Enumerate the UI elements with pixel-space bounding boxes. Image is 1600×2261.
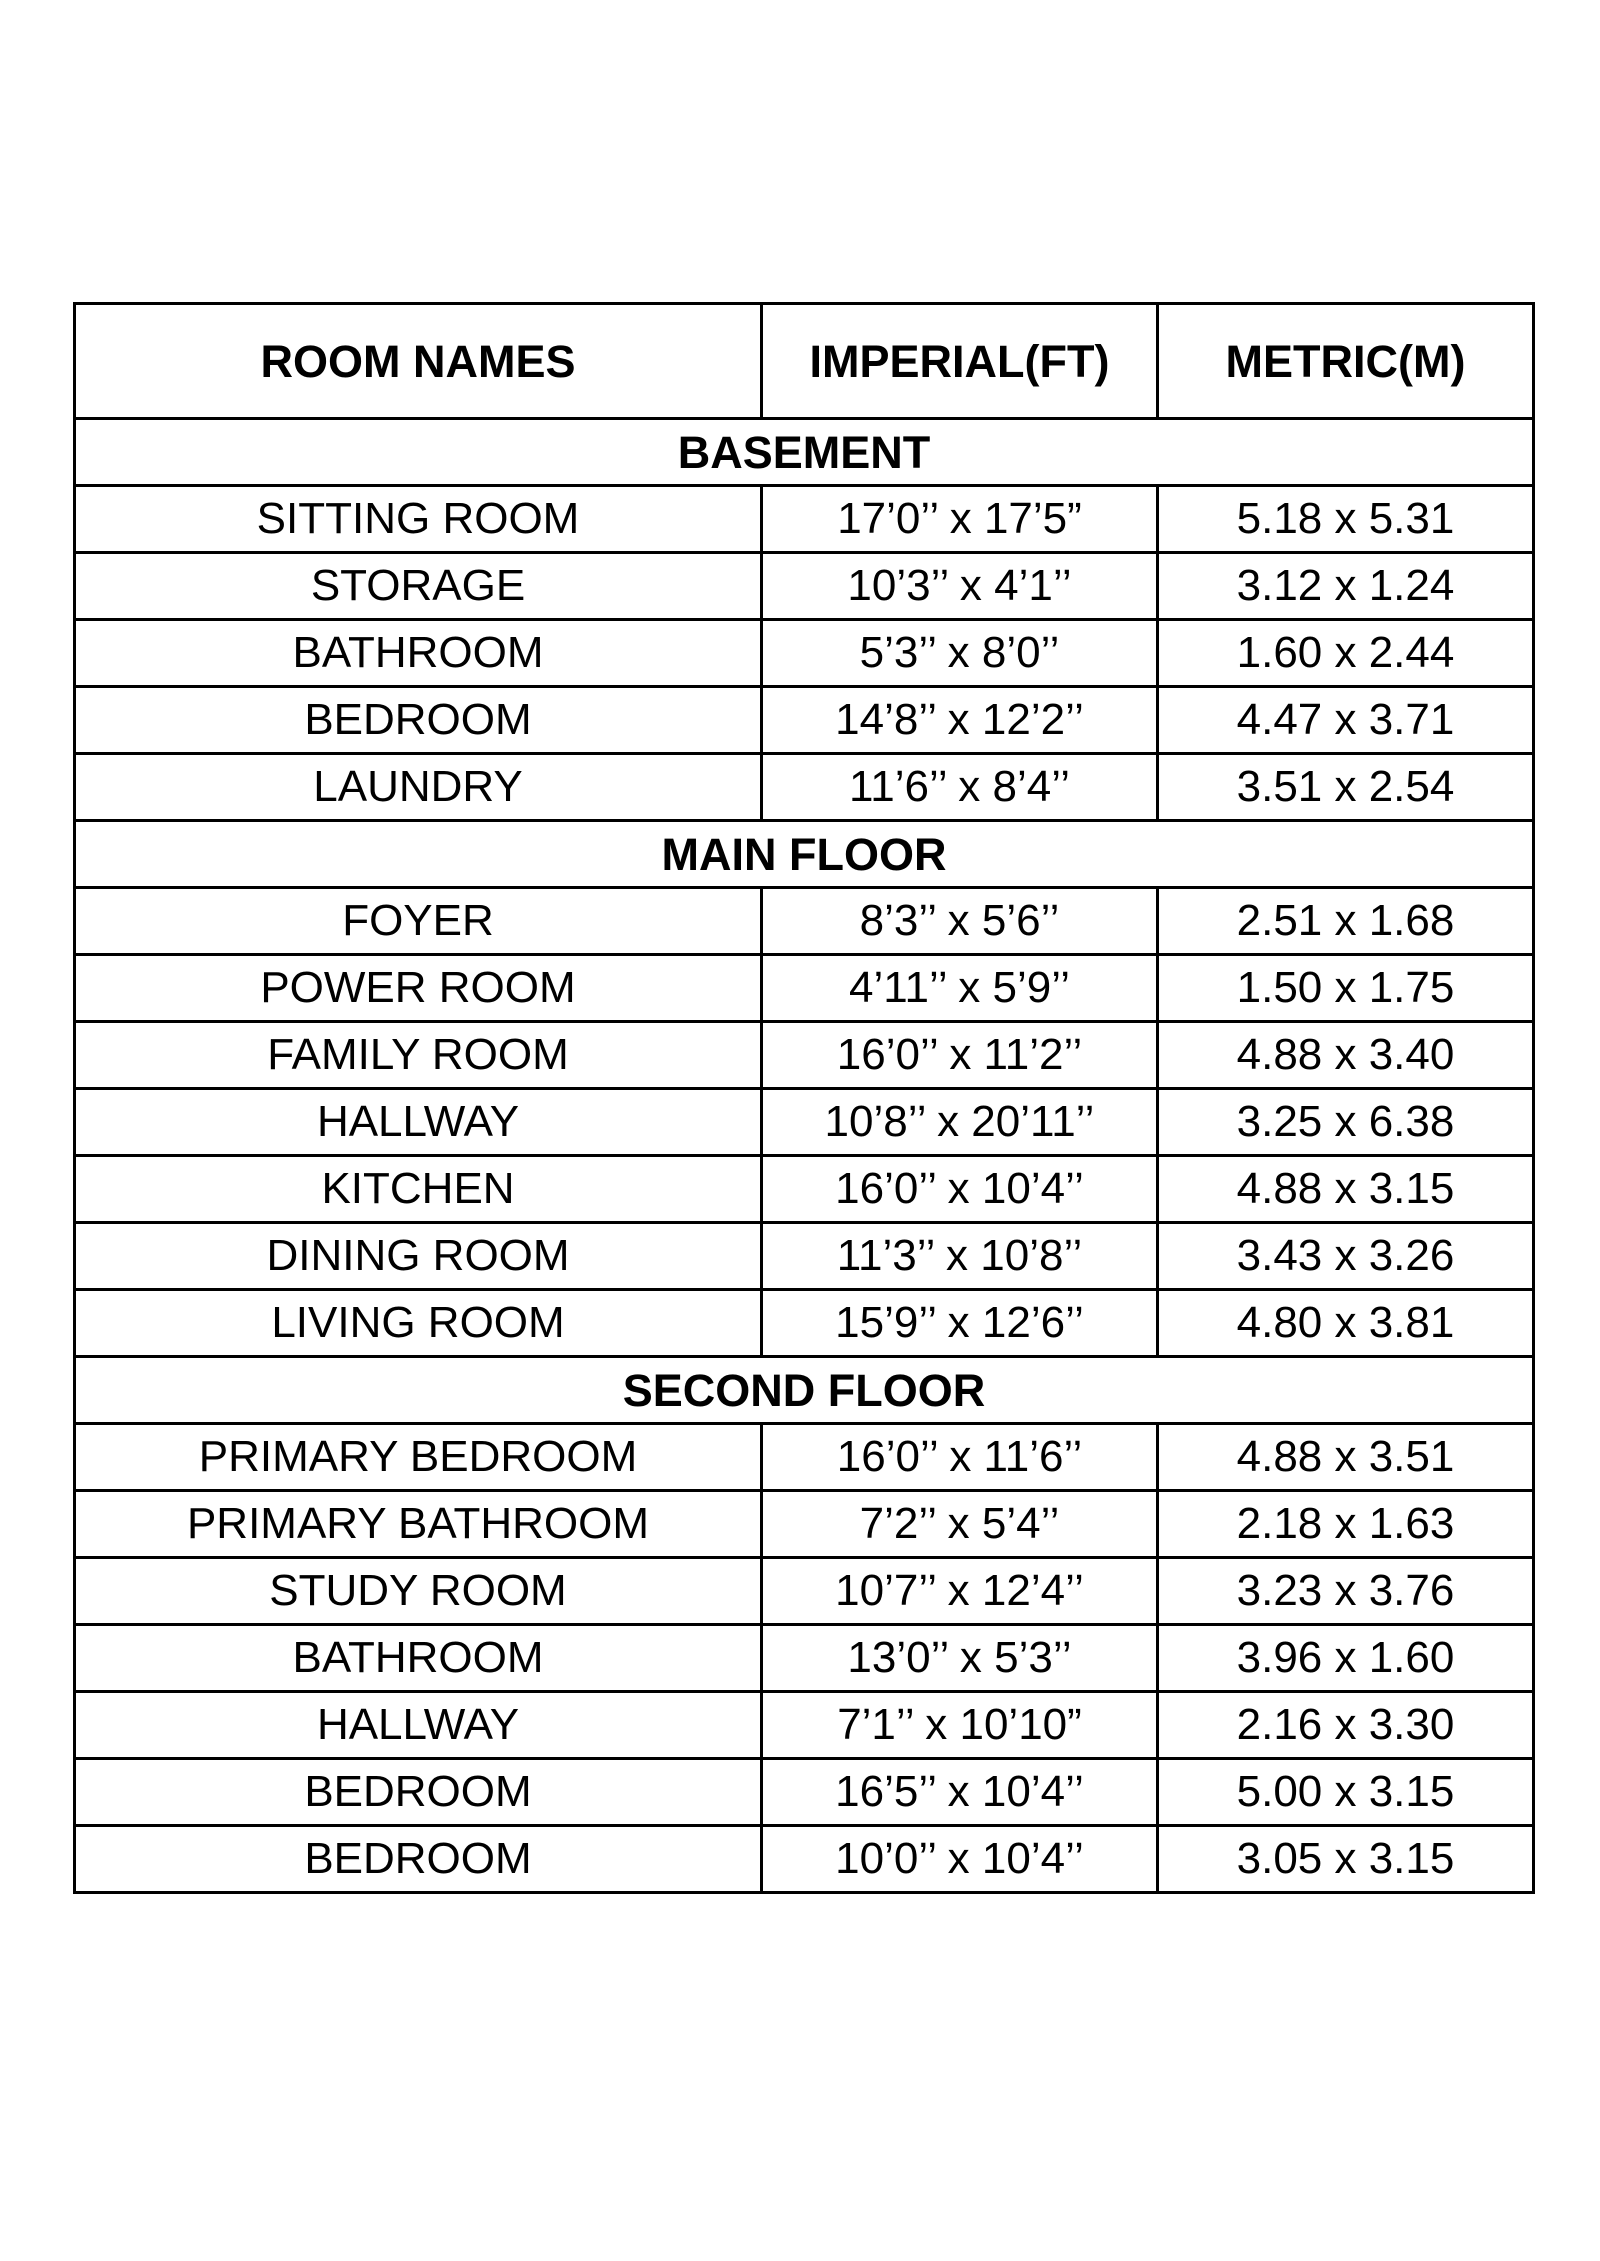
imperial-dimension-cell: 17’0’’ x 17’5”	[762, 486, 1158, 553]
table-row	[75, 553, 1534, 620]
section-title: SECOND FLOOR	[75, 1357, 1534, 1424]
metric-dimension-cell: 4.88 x 3.40	[1158, 1022, 1534, 1089]
imperial-dimension-cell: 11’6’’ x 8’4’’	[762, 754, 1158, 821]
imperial-dimension-cell: 10’8’’ x 20’11’’	[762, 1089, 1158, 1156]
table-body	[75, 419, 1534, 1893]
table-row	[75, 1089, 1534, 1156]
metric-dimension-cell: 3.05 x 3.15	[1158, 1826, 1534, 1893]
metric-dimension-cell: 3.43 x 3.26	[1158, 1223, 1534, 1290]
table-row	[75, 1692, 1534, 1759]
metric-dimension-cell: 4.80 x 3.81	[1158, 1290, 1534, 1357]
table-row	[75, 687, 1534, 754]
table-row	[75, 1625, 1534, 1692]
table-row	[75, 1223, 1534, 1290]
imperial-dimension-cell: 5’3’’ x 8’0’’	[762, 620, 1158, 687]
imperial-dimension-cell: 7’1’’ x 10’10”	[762, 1692, 1158, 1759]
room-name-cell: DINING ROOM	[75, 1223, 762, 1290]
section-header-basement	[75, 419, 1534, 486]
header-imperial: IMPERIAL(FT)	[762, 304, 1158, 419]
header-room-names: ROOM NAMES	[75, 304, 762, 419]
table-row	[75, 486, 1534, 553]
section-header-main-floor	[75, 821, 1534, 888]
room-name-cell: BATHROOM	[75, 620, 762, 687]
table-row	[75, 1826, 1534, 1893]
table-row	[75, 620, 1534, 687]
metric-dimension-cell: 2.16 x 3.30	[1158, 1692, 1534, 1759]
metric-dimension-cell: 3.23 x 3.76	[1158, 1558, 1534, 1625]
room-name-cell: HALLWAY	[75, 1692, 762, 1759]
imperial-dimension-cell: 16’5’’ x 10’4’’	[762, 1759, 1158, 1826]
imperial-dimension-cell: 10’0’’ x 10’4’’	[762, 1826, 1158, 1893]
room-name-cell: BEDROOM	[75, 1826, 762, 1893]
metric-dimension-cell: 3.25 x 6.38	[1158, 1089, 1534, 1156]
table-row	[75, 955, 1534, 1022]
room-name-cell: BEDROOM	[75, 1759, 762, 1826]
table-row	[75, 1022, 1534, 1089]
room-name-cell: SITTING ROOM	[75, 486, 762, 553]
table-row	[75, 1759, 1534, 1826]
metric-dimension-cell: 5.00 x 3.15	[1158, 1759, 1534, 1826]
metric-dimension-cell: 2.18 x 1.63	[1158, 1491, 1534, 1558]
imperial-dimension-cell: 14’8’’ x 12’2’’	[762, 687, 1158, 754]
room-name-cell: LIVING ROOM	[75, 1290, 762, 1357]
room-name-cell: HALLWAY	[75, 1089, 762, 1156]
imperial-dimension-cell: 16’0’’ x 11’2’’	[762, 1022, 1158, 1089]
table-row	[75, 1424, 1534, 1491]
metric-dimension-cell: 2.51 x 1.68	[1158, 888, 1534, 955]
room-dimensions-table	[73, 302, 1535, 1894]
room-name-cell: POWER ROOM	[75, 955, 762, 1022]
imperial-dimension-cell: 10’7’’ x 12’4’’	[762, 1558, 1158, 1625]
imperial-dimension-cell: 10’3’’ x 4’1’’	[762, 553, 1158, 620]
table-row	[75, 1491, 1534, 1558]
room-name-cell: STUDY ROOM	[75, 1558, 762, 1625]
table-row	[75, 1290, 1534, 1357]
imperial-dimension-cell: 8’3’’ x 5’6’’	[762, 888, 1158, 955]
imperial-dimension-cell: 4’11’’ x 5’9’’	[762, 955, 1158, 1022]
imperial-dimension-cell: 13’0’’ x 5’3’’	[762, 1625, 1158, 1692]
metric-dimension-cell: 3.96 x 1.60	[1158, 1625, 1534, 1692]
metric-dimension-cell: 1.60 x 2.44	[1158, 620, 1534, 687]
room-name-cell: FAMILY ROOM	[75, 1022, 762, 1089]
metric-dimension-cell: 3.12 x 1.24	[1158, 553, 1534, 620]
metric-dimension-cell: 3.51 x 2.54	[1158, 754, 1534, 821]
room-name-cell: PRIMARY BATHROOM	[75, 1491, 762, 1558]
imperial-dimension-cell: 15’9’’ x 12’6’’	[762, 1290, 1158, 1357]
imperial-dimension-cell: 11’3’’ x 10’8’’	[762, 1223, 1158, 1290]
room-name-cell: KITCHEN	[75, 1156, 762, 1223]
room-name-cell: FOYER	[75, 888, 762, 955]
table-row	[75, 1558, 1534, 1625]
table-row	[75, 888, 1534, 955]
imperial-dimension-cell: 16’0’’ x 11’6’’	[762, 1424, 1158, 1491]
header-metric: METRIC(M)	[1158, 304, 1534, 419]
metric-dimension-cell: 5.18 x 5.31	[1158, 486, 1534, 553]
table-row	[75, 754, 1534, 821]
table-row	[75, 1156, 1534, 1223]
room-dimensions-sheet	[73, 302, 1532, 1894]
metric-dimension-cell: 4.88 x 3.51	[1158, 1424, 1534, 1491]
metric-dimension-cell: 4.47 x 3.71	[1158, 687, 1534, 754]
imperial-dimension-cell: 16’0’’ x 10’4’’	[762, 1156, 1158, 1223]
room-name-cell: STORAGE	[75, 553, 762, 620]
room-name-cell: LAUNDRY	[75, 754, 762, 821]
room-name-cell: BEDROOM	[75, 687, 762, 754]
imperial-dimension-cell: 7’2’’ x 5’4’’	[762, 1491, 1158, 1558]
room-name-cell: BATHROOM	[75, 1625, 762, 1692]
room-name-cell: PRIMARY BEDROOM	[75, 1424, 762, 1491]
section-header-second-floor	[75, 1357, 1534, 1424]
header-row	[75, 304, 1534, 419]
metric-dimension-cell: 4.88 x 3.15	[1158, 1156, 1534, 1223]
section-title: BASEMENT	[75, 419, 1534, 486]
section-title: MAIN FLOOR	[75, 821, 1534, 888]
metric-dimension-cell: 1.50 x 1.75	[1158, 955, 1534, 1022]
